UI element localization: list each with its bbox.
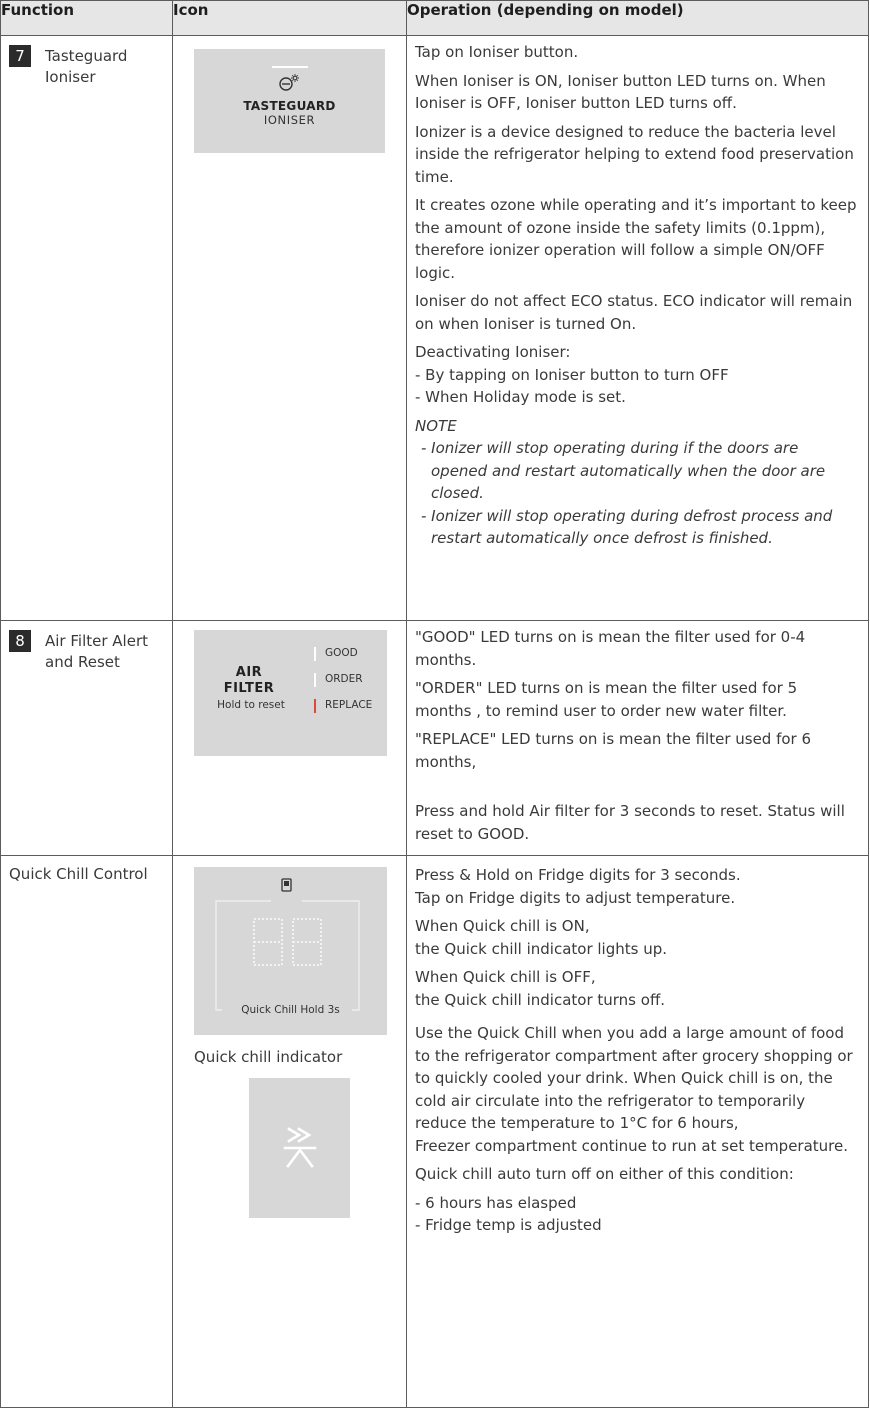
tasteguard-label: TASTEGUARD [243,99,336,113]
operation-cell [407,36,869,621]
operation-cell [407,856,869,1408]
operation-text: Ionizer is a device designed to reduce the bacteria level inside the refrigerator helping to extend food preservation time. [415,122,854,186]
operation-text: Ioniser do not affect ECO status. ECO indicator will remain on when Ioniser is turned On. [415,292,853,333]
tasteguard-panel [194,49,385,153]
operation-text: When Quick chill is ON, [415,917,590,935]
operation-text: - Fridge temp is adjusted [415,1216,602,1234]
led-good [314,647,316,661]
good-label: GOOD [325,647,358,659]
operation-text: the Quick chill indicator lights up. [415,939,668,958]
operation-text: Tap on Fridge digits to adjust temperature. [415,888,736,907]
operation-text: Tap on Ioniser button. [415,43,579,61]
operation-text: Deactivating Ioniser: [415,343,571,361]
operation-text: Freezer compartment continue to run at set temperature. [415,1136,849,1155]
operation-text: "REPLACE" LED turns on is mean the filter used for 6 months, [415,730,812,771]
operation-text: When Quick chill is OFF, [415,968,596,986]
hold-to-reset-label: Hold to reset [217,699,285,711]
led-order [314,673,316,687]
quick-chill-display-panel [194,867,387,1035]
operation-cell [407,621,869,856]
table-row [1,621,869,856]
operation-text: - When Holiday mode is set. [415,388,626,406]
icon-cell [173,856,407,1408]
icon-cell [173,621,407,856]
ioniser-label: IONISER [263,113,316,127]
led-bar [272,66,308,68]
operation-text: "ORDER" LED turns on is mean the filter used for 5 months , to remind user to order new water filter. [415,679,798,720]
header-icon: Icon [173,1,407,36]
operation-text: Press and hold Air filter for 3 seconds to reset. Status will reset to GOOD. [415,802,845,843]
quick-chill-indicator-caption: Quick chill indicator [194,1048,343,1066]
note-item: - Ionizer will stop operating during defrost process and restart automatically once defrost is finished. [421,506,833,547]
function-name: Quick Chill Control [9,865,148,883]
row-number-badge: 8 [9,630,31,652]
function-cell [1,856,173,1408]
ioniser-icon [278,73,304,93]
table-header-row [1,1,869,36]
quick-chill-hold-label: Quick Chill Hold 3s [241,1004,340,1016]
note-title: NOTE [415,416,457,435]
operation-text: It creates ozone while operating and it’s important to keep the amount of ozone inside the safety limits (0.1ppm), therefore ionizer operation will follow a simple ON/OFF logic. [415,196,857,282]
function-cell [1,621,173,856]
table-row [1,36,869,621]
operation-text: "GOOD" LED turns on is mean the filter used for 0-4 months. [415,628,806,669]
operation-text: - 6 hours has elasped [415,1193,577,1212]
order-label: ORDER [325,673,363,685]
operation-text: When Ioniser is ON, Ioniser button LED turns on. When Ioniser is OFF, Ioniser button LED turns off. [415,71,826,112]
icon-cell [173,36,407,621]
operation-text: Quick chill auto turn off on either of this condition: [415,1165,794,1183]
operation-text: the Quick chill indicator turns off. [415,990,666,1009]
quick-chill-indicator-panel [249,1078,350,1218]
row-number-badge: 7 [9,45,31,67]
table-row [1,856,869,1408]
function-cell [1,36,173,621]
air-filter-title: FILTER [223,681,275,696]
operation-text: Use the Quick Chill when you add a large amount of food to the refrigerator compartment after grocery shopping or to quickly cooled your drink. When Quick chill is on, the cold air circulate into the refrigerator to temporarily reduce the temperature to 1°C for 6 hours, [415,1024,853,1132]
replace-label: REPLACE [325,699,373,711]
header-function: Function [1,1,173,36]
note-item: - Ionizer will stop operating during if the doors are opened and restart automatically when the door are closed. [421,439,826,502]
operation-text: - By tapping on Ioniser button to turn OFF [415,365,729,384]
air-filter-panel [194,630,387,756]
header-operation: Operation (depending on model) [407,1,869,36]
function-name: Air Filter Alert and Reset [45,632,148,671]
function-name: Tasteguard Ioniser [45,47,128,86]
air-filter-title: AIR [235,665,263,680]
operation-text: Press & Hold on Fridge digits for 3 seconds. [415,866,741,884]
led-replace [314,699,316,713]
quick-chill-icon [249,1078,350,1218]
